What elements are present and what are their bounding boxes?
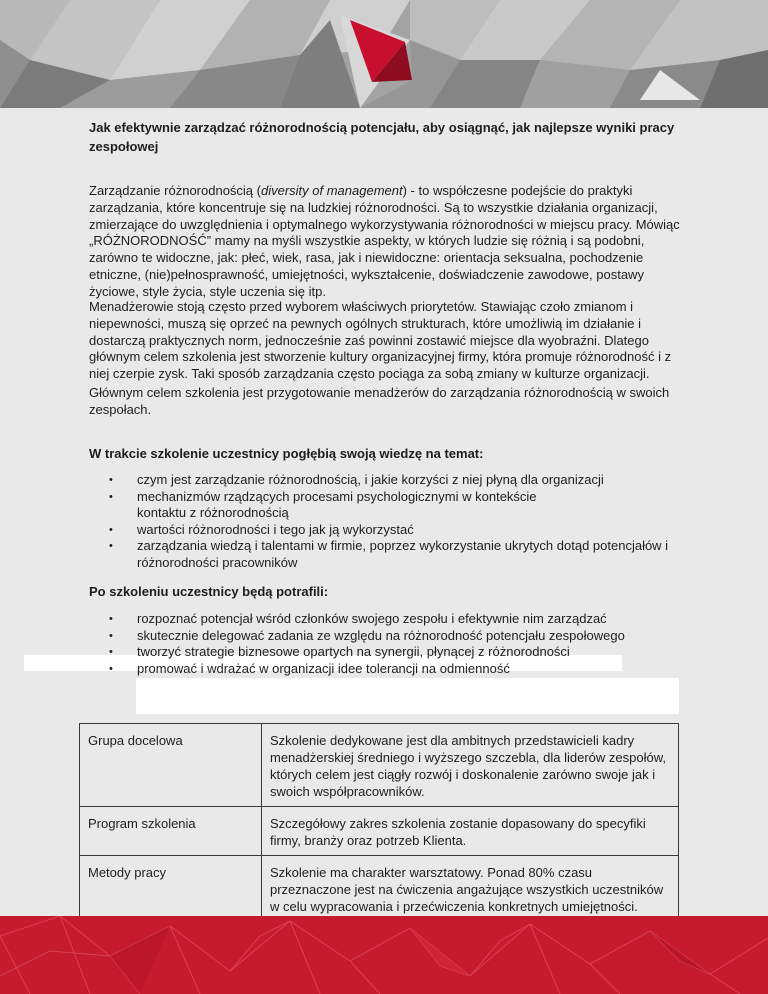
blank-strip: [136, 678, 679, 714]
list-item: • promować i wdrażać w organizacji idee tolerancji na odmienność: [109, 660, 510, 676]
list-item: • zarządzania wiedzą i talentami w firmie, poprzez wykorzystanie ukrytych dotąd potencjałów i różnorodności pracowników: [109, 538, 669, 570]
list-item: • mechanizmów rządzących procesami psychologicznymi w kontekście kontaktu z różnorodnością: [109, 488, 537, 520]
table-row: [80, 807, 679, 856]
table-value-cell: Szczegółowy zakres szkolenia zostanie dopasowany do specyfiki firmy, branży oraz potrzeb Klienta.: [262, 807, 679, 856]
list-item: • czym jest zarządzanie różnorodnością, i jakie korzyści z niej płyną dla organizacji: [109, 472, 604, 487]
section-skills-heading: Po szkoleniu uczestnicy będą potrafili:: [89, 584, 329, 599]
bullet-icon: •: [109, 490, 113, 503]
bullet-icon: •: [109, 474, 113, 486]
skills-list: [89, 611, 689, 677]
intro-paragraph-3: Głównym celem szkolenia jest przygotowanie menadżerów do zarządzania różnorodnością w swoich zespołach.: [89, 385, 670, 417]
document-title: Jak efektywnie zarządzać różnorodnością potencjału, aby osiągnąć, jak najlepsze wyniki pracy zespołowej: [89, 120, 675, 154]
diversity-term: diversity of management: [260, 183, 403, 198]
bullet-icon: •: [109, 523, 113, 536]
intro-paragraph-2: Menadżerowie stoją często przed wyborem właściwych priorytetów. Stawiając czoło zmianom i niepewności, muszą się oprzeć na pewnych ogólnych strukturach, które umożliwią im działanie i dostarczą praktycznych norm, jednocześnie zaś powinni zostawić miejsce dla wyobraźni. Dlatego głównym celem szkolenia jest stworzenie kultury organizacyjnej firmy, która promuje różnorodność i z niej czerpie zysk. Taki sposób zarządzania często pociąga za sobą zmiany w kulturze organizacji.: [89, 299, 672, 382]
section-knowledge-heading: W trakcie szkolenie uczestnicy pogłębią swoją wiedzę na temat:: [89, 446, 484, 461]
table-label-cell: Program szkolenia: [80, 807, 262, 856]
bullet-icon: •: [109, 662, 113, 675]
intro-paragraph-1: Zarządzanie różnorodnością (diversity of management) - to współczesne podejście do praktyki zarządzania, które koncentruje się na ludzkiej różnorodności. Są to wszystkie działania organizacji, zmierzające do uwzględnienia i optymalnego wykorzystywania różnorodności w miejscu pracy. Mówiąc „RÓŻNORODNOŚĆ” mamy na myśli wszystkie aspekty, w których ludzie się różnią i są podobni, zarówno te widoczne, jak: płeć, wiek, rasa, jak i niewidoczne: orientacja seksualna, pochodzenie etniczne, (nie)pełnosprawność, umiejętności, wykształcenie, doświadczenie zawodowe, postawy życiowe, style życia, style uczenia się itp.: [89, 183, 680, 299]
table-value-cell: Szkolenie ma charakter warsztatowy. Ponad 80% czasu przeznaczone jest na ćwiczenia angażujące wszystkich uczestników w celu wypracowania i przećwiczenia konkretnych umiejętności.: [262, 856, 679, 922]
bullet-icon: •: [109, 540, 113, 552]
list-item: • wartości różnorodności i tego jak ją wykorzystać: [109, 521, 414, 537]
header-banner-graphic: [0, 0, 768, 108]
table-row: [80, 856, 679, 922]
table-label-cell: Grupa docelowa: [80, 724, 262, 807]
bullet-icon: •: [109, 613, 113, 625]
training-info-table: [79, 723, 679, 922]
footer-banner-graphic: [0, 916, 768, 994]
bullet-icon: •: [109, 629, 113, 642]
table-label-cell: Metody pracy: [80, 856, 262, 922]
list-item: • rozpoznać potencjał wśród członków swojego zespołu i efektywnie nim zarządzać: [109, 611, 607, 626]
list-item: • tworzyć strategie biznesowe opartych na synergii, płynącej z różnorodności: [109, 644, 570, 659]
knowledge-list: [89, 472, 689, 571]
bullet-icon: •: [109, 646, 113, 658]
table-row: [80, 724, 679, 807]
table-value-cell: Szkolenie dedykowane jest dla ambitnych przedstawicieli kadry menadżerskiej średniego i wyższego szczebla, dla liderów zespołów, których celem jest ciągły rozwój i doskonalenie zarówno swoje jak i swoich współpracowników.: [262, 724, 679, 807]
list-item: • skutecznie delegować zadania ze względu na różnorodność potencjału zespołowego: [109, 627, 625, 643]
